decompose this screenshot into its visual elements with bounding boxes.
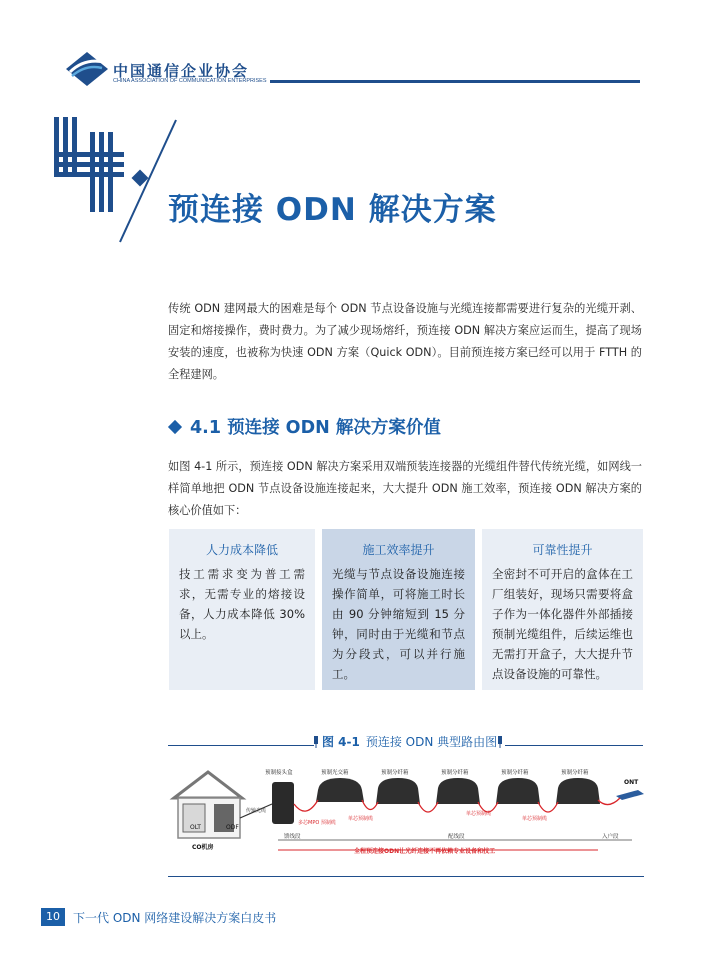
distribution-segment-label: 配线段: [448, 834, 465, 840]
joint-box-label: 预制接头盒: [265, 770, 293, 776]
association-logo-icon: [64, 50, 110, 88]
single-core-cable-label: 单芯预制缆: [522, 816, 548, 822]
header-rule: [270, 80, 640, 83]
value-card-reliability: [482, 529, 643, 690]
splitter-label: 预制分纤箱: [441, 770, 469, 776]
org-name-en: CHINA ASSOCIATION OF COMMUNICATION ENTERPRISES: [113, 78, 267, 84]
pin-icon: [497, 736, 503, 748]
intro-paragraph: 传统 ODN 建网最大的困难是每个 ODN 节点设备设施与光缆连接都需要进行复杂的光缆开剥、固定和熔接操作，费时费力。为了减少现场熔纤，预连接 ODN 解决方案应运而生，提高了现场安装的速度，也被称为快速 ODN 方案（Quick ODN）。目前预连接方案已经可以用于 FTTH 的全程建网。: [168, 302, 642, 381]
card-title: 人力成本降低: [205, 543, 278, 557]
section-heading: [170, 414, 441, 439]
value-card-efficiency: [322, 529, 475, 690]
footer-title: 下一代 ODN 网络建设解决方案白皮书: [73, 911, 277, 925]
pin-icon: [313, 736, 319, 748]
splitter-label: 预制分纤箱: [501, 770, 529, 776]
splitter-box-icon: [436, 778, 480, 804]
mpo-cable-label: 多芯MPO 预制缆: [298, 820, 336, 826]
co-room-label: CO机房: [192, 844, 214, 851]
drop-segment-label: 入户段: [602, 834, 619, 840]
figure-rule-left: [168, 745, 314, 746]
figure-number: 图 4-1: [322, 735, 360, 749]
single-core-cable-label: 单芯预制缆: [466, 811, 492, 817]
splitter-label: 预制分纤箱: [381, 770, 409, 776]
page-number: 10: [41, 908, 65, 926]
odn-route-diagram: [168, 760, 644, 870]
figure-bottom-rule: [168, 876, 644, 877]
card-title: 可靠性提升: [532, 543, 593, 557]
splitter-box-icon: [376, 778, 420, 804]
card-body: 光缆与节点设备设施连接操作简单，可将施工时长由 90 分钟缩短到 15 分钟，同时由于光缆和节点为分段式，可以并行施工。: [332, 567, 465, 681]
value-card-cost: [169, 529, 315, 690]
card-body: 全密封不可开启的盒体在工厂组装好，现场只需要将盒子作为一体化器件外部插接预制光缆组件，后续运维也无需打开盒子，大大提升节点设备设施的可靠性。: [492, 567, 633, 681]
org-name-cn: 中国通信企业协会: [113, 62, 250, 80]
figure-caption-text: 预连接 ODN 典型路由图: [365, 735, 498, 749]
olt-label: OLT: [190, 824, 201, 831]
fiber-frame-label: 传输光缆: [246, 808, 267, 814]
ont-label: ONT: [624, 779, 639, 786]
chapter-title: 预连接 ODN 解决方案: [168, 192, 497, 228]
section-paragraph: 如图 4-1 所示，预连接 ODN 解决方案采用双端预装连接器的光缆组件替代传统光缆，如网线一样简单地把 ODN 节点设备设施连接起来，大大提升 ODN 施工效率，预连接 ODN 解决方案的核心价值如下：: [168, 460, 642, 517]
splitter-label: 预制分纤箱: [561, 770, 589, 776]
full-preconnect-banner: 全程预连接ODN让光纤连接不再依赖专业设备和技工: [354, 848, 496, 855]
card-body: 技工需求变为普工需求，无需专业的熔接设备，人力成本降低 30% 以上。: [179, 567, 305, 641]
diamond-bullet-icon: [168, 419, 182, 433]
value-cards: [169, 529, 643, 690]
figure-rule-right: [505, 745, 643, 746]
card-title: 施工效率提升: [362, 543, 435, 557]
figure-caption: [322, 733, 497, 750]
odf-label: ODF: [226, 824, 239, 831]
feeder-segment-label: 馈线段: [284, 834, 301, 840]
joint-box-icon: [272, 782, 294, 824]
splitter-box-icon: [556, 778, 600, 804]
fiber-box-label: 预制光交箱: [321, 770, 349, 776]
fiber-cross-box-icon: [316, 778, 364, 802]
splitter-box-icon: [496, 778, 540, 804]
single-core-cable-label: 单芯预制缆: [348, 816, 374, 822]
section-heading-text: 4.1 预连接 ODN 解决方案价值: [190, 418, 441, 438]
